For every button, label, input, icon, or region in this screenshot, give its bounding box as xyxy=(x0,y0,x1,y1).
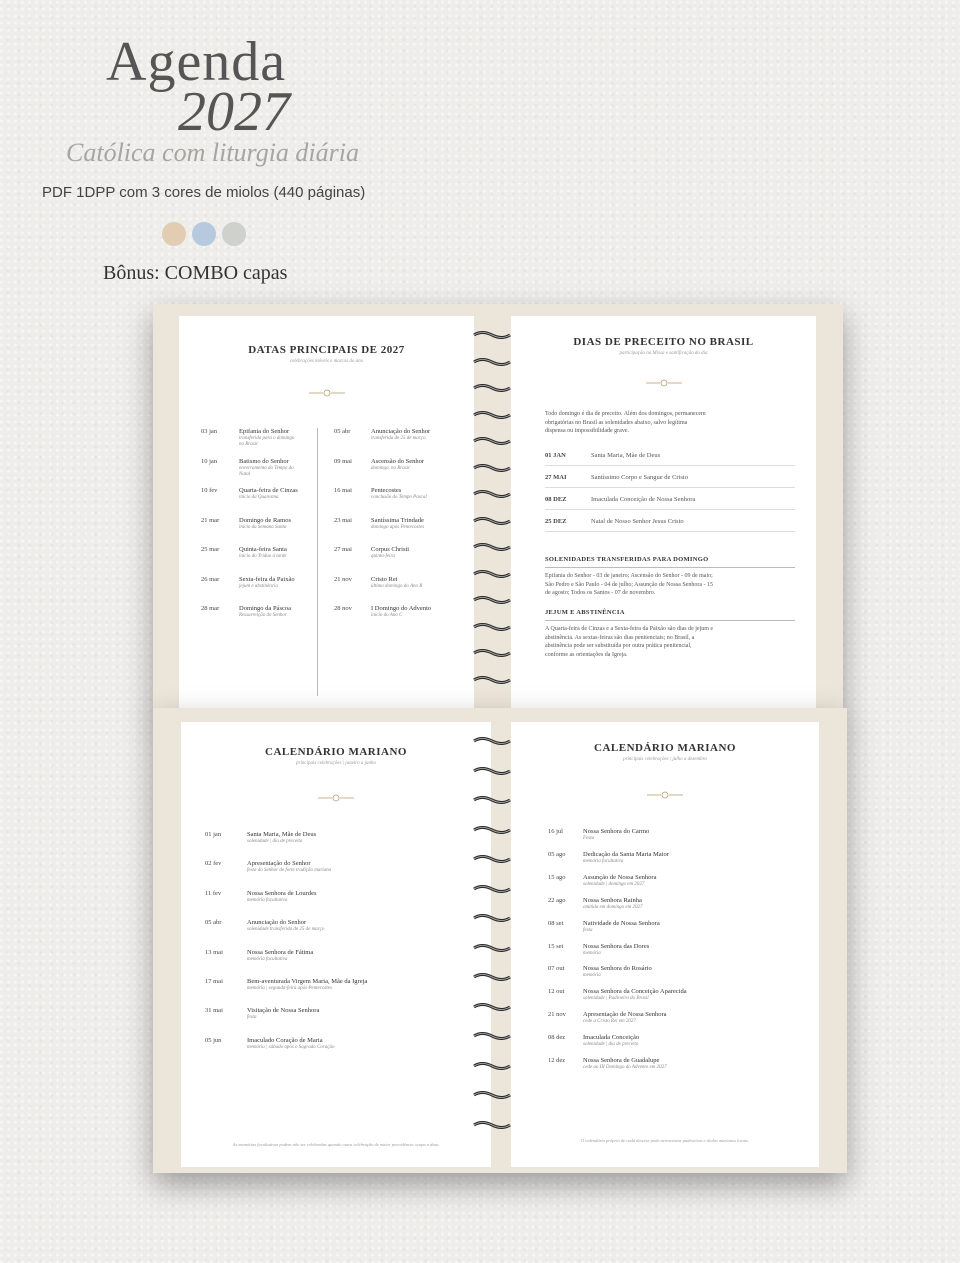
spiral-coil-icon xyxy=(470,1120,514,1130)
ornament-icon xyxy=(316,793,356,803)
event-name: Nossa Senhora das Dores xyxy=(583,942,650,950)
spiral-coil-icon xyxy=(470,489,514,499)
date: 22 ago xyxy=(548,896,566,904)
spiral-coil-icon xyxy=(470,622,514,632)
date: 25 DEZ xyxy=(545,518,567,525)
event-note: no Brasil xyxy=(239,442,258,447)
spiral-coil-icon xyxy=(470,648,514,658)
spiral-coil-icon xyxy=(470,463,514,473)
date: 07 out xyxy=(548,965,565,973)
date: 15 ago xyxy=(548,873,566,881)
page-title: CALENDÁRIO MARIANO xyxy=(594,742,736,754)
spiral-coil-icon xyxy=(470,1002,514,1012)
color-dot-blue[interactable] xyxy=(192,222,216,246)
event-note: Natal xyxy=(239,471,251,477)
spiral-coil-icon xyxy=(470,825,514,835)
event-name: Ascensão do Senhor xyxy=(371,457,425,465)
transferidas-text: Epifania do Senhor - 03 de janeiro; Ascensão do Senhor - 09 de maio; São Pedro e São Paulo - 04 de julho; Assunção de Nossa Senhora - 15 de agosto; Todos os Santos - 07 de novembro. xyxy=(545,573,713,597)
spiral-coil-icon xyxy=(470,884,514,894)
hero-header xyxy=(0,0,960,300)
event-name: Batismo do Senhor xyxy=(239,457,289,465)
event-name: Sexta-feira da Paixão xyxy=(239,575,295,583)
event-note: conclusão do Tempo Pascal xyxy=(371,495,427,500)
spiral-coil-icon xyxy=(470,675,514,685)
date: 01 JAN xyxy=(545,452,566,459)
event-name: Epifania do Senhor xyxy=(239,428,290,435)
date: 31 mai xyxy=(205,1007,223,1015)
date: 27 mai xyxy=(334,546,352,553)
event-name: Imaculada Conceição xyxy=(583,1034,640,1042)
event-note: memória | segunda-feira após Pentecostes xyxy=(247,986,332,991)
event-note: memória | sábado após o Sagrado Coração xyxy=(247,1044,335,1050)
event-name: Imaculado Coração de Maria xyxy=(247,1036,323,1044)
date: 16 jul xyxy=(548,828,563,835)
event-note: solenidade transferida de 25 de março xyxy=(247,927,325,933)
event-name: Assunção de Nossa Senhora xyxy=(583,873,657,881)
page-mariano-2 xyxy=(511,722,819,1167)
color-dot-gray[interactable] xyxy=(222,222,246,246)
event-note: festa xyxy=(247,1015,257,1021)
spiral-coil-icon xyxy=(470,972,514,982)
date: 08 DEZ xyxy=(545,496,567,503)
spiral-coil-icon xyxy=(470,383,514,393)
event-name: Domingo da Páscoa xyxy=(239,605,291,612)
event-name: I Domingo do Advento xyxy=(371,605,432,612)
bottom-spread xyxy=(153,708,847,1173)
hero-title-word: Agenda xyxy=(106,31,287,93)
event-name: Santa Maria, Mãe de Deus xyxy=(591,452,661,459)
spiral-coil-icon xyxy=(470,436,514,446)
event-name: Corpus Christi xyxy=(371,546,410,553)
date: 10 jan xyxy=(201,457,218,465)
event-name: Anunciação do Senhor xyxy=(371,428,431,435)
page-subtitle: principais celebrações | janeiro a junho xyxy=(296,761,376,766)
section-heading-transferidas: SOLENIDADES TRANSFERIDAS PARA DOMINGO xyxy=(545,556,709,563)
date: 02 fev xyxy=(205,860,222,868)
date: 28 mar xyxy=(201,605,220,612)
event-note: jejum e abstinência xyxy=(239,583,278,589)
event-name: Nossa Senhora do Rosário xyxy=(583,965,652,973)
event-name: Santíssima Trindade xyxy=(371,516,424,524)
event-note: memória xyxy=(583,950,601,956)
event-name: Anunciação do Senhor xyxy=(247,919,307,927)
date: 23 mai xyxy=(334,516,352,524)
date: 21 nov xyxy=(334,575,352,583)
event-note: encerramento do Tempo do xyxy=(239,465,294,471)
event-name: Pentecostes xyxy=(371,487,402,494)
page-mariano-1 xyxy=(181,722,491,1167)
event-note: início do Tríduo à tarde xyxy=(239,554,287,559)
event-name: Domingo de Ramos xyxy=(239,516,291,524)
event-note: início do Ano C xyxy=(371,613,403,618)
event-name: Cristo Rei xyxy=(371,575,398,583)
preceito-intro: Todo domingo é dia de preceito. Além dos domingos, permanecem obrigatórias no Brasil as solenidades abaixo, salvo legítima dispensa ou impossibilidade grave. xyxy=(545,411,706,435)
date: 05 jun xyxy=(205,1036,222,1044)
date: 05 abr xyxy=(334,428,351,435)
footnote: As memórias facultativas podem não ser celebradas quando outra celebração de maior precedência ocupa a data. xyxy=(232,1142,440,1147)
event-name: Imaculada Conceição de Nossa Senhora xyxy=(591,496,696,503)
event-name: Santíssimo Corpo e Sangue de Cristo xyxy=(591,474,688,481)
date: 16 mai xyxy=(334,487,352,494)
event-name: Visitação de Nossa Senhora xyxy=(247,1007,320,1015)
event-name: Natal de Nosso Senhor Jesus Cristo xyxy=(591,518,684,525)
date: 12 dez xyxy=(548,1057,566,1064)
spiral-coil-icon xyxy=(470,595,514,605)
event-name: Quinta-feira Santa xyxy=(239,546,287,553)
spiral-coil-icon xyxy=(470,1090,514,1100)
event-note: início da Quaresma xyxy=(239,495,279,500)
date: 26 mar xyxy=(201,575,220,583)
event-note: solenidade | dia de preceito xyxy=(583,1042,639,1048)
spiral-coil-icon xyxy=(470,330,514,340)
date: 12 out xyxy=(548,988,565,996)
event-note: festa xyxy=(583,927,593,933)
date: 09 mai xyxy=(334,457,352,465)
hero-bonus: Bônus: COMBO capas xyxy=(103,262,288,284)
event-name: Nossa Senhora de Guadalupe xyxy=(583,1057,660,1064)
hero-pdf-info: PDF 1DPP com 3 cores de miolos (440 páginas) xyxy=(42,184,366,201)
event-note: cede ao III Domingo do Advento em 2027 xyxy=(583,1065,667,1070)
spiral-coil-icon xyxy=(470,1061,514,1071)
date: 08 dez xyxy=(548,1034,566,1042)
spiral-coil-icon xyxy=(470,1031,514,1041)
event-name: Nossa Senhora do Carmo xyxy=(583,828,650,835)
spiral-coil-icon xyxy=(470,766,514,776)
spiral-coil-icon xyxy=(470,410,514,420)
event-name: Apresentação do Senhor xyxy=(247,860,311,868)
spiral-coil-icon xyxy=(470,569,514,579)
event-name: Nossa Senhora da Conceição Aparecida xyxy=(583,988,687,996)
page-title: DIAS DE PRECEITO NO BRASIL xyxy=(573,336,754,348)
spiral-coil-icon xyxy=(470,913,514,923)
event-name: Nossa Senhora de Lourdes xyxy=(247,889,317,897)
event-note: memória facultativa xyxy=(583,858,624,864)
event-name: Dedicação da Santa Maria Maior xyxy=(583,850,669,858)
spiral-coil-icon xyxy=(470,516,514,526)
spiral-coil-icon xyxy=(470,357,514,367)
hero-title-year: 2027 xyxy=(178,81,290,143)
event-note: cede a Cristo Rei em 2027 xyxy=(583,1019,636,1025)
spiral-coil-icon xyxy=(470,854,514,864)
event-note: solenidade | domingo em 2027 xyxy=(583,881,645,887)
divider xyxy=(545,487,795,488)
divider xyxy=(545,465,795,466)
event-note: memória facultativa xyxy=(247,897,288,903)
event-name: Quarta-feira de Cinzas xyxy=(239,487,298,494)
divider xyxy=(545,567,795,568)
event-note: festa do Senhor de forte tradição mariana xyxy=(247,868,332,874)
date: 10 fev xyxy=(201,487,218,494)
page-title: DATAS PRINCIPAIS DE 2027 xyxy=(248,344,405,356)
column-divider xyxy=(317,428,318,696)
divider xyxy=(545,509,795,510)
ornament-icon xyxy=(645,790,685,800)
page-subtitle: celebrações móveis e marcos do ano xyxy=(289,359,364,364)
event-name: Bem-aventurada Virgem Maria, Mãe da Igreja xyxy=(247,978,368,985)
footnote: O calendário próprio de cada diocese pode acrescentar padroeiras e títulos marianos locais. xyxy=(580,1138,750,1143)
event-note: transferida para o domingo xyxy=(239,436,295,441)
date: 03 jan xyxy=(201,428,218,435)
event-note: início da Semana Santa xyxy=(239,524,287,530)
event-note: memória facultativa xyxy=(247,956,288,962)
divider xyxy=(545,620,795,621)
event-name: Santa Maria, Mãe de Deus xyxy=(247,831,317,838)
spiral-coil-icon xyxy=(470,795,514,805)
spiral-coil-icon xyxy=(470,542,514,552)
date: 05 abr xyxy=(205,919,222,927)
jejum-text: A Quarta-feira de Cinzas e a Sexta-feira da Paixão são dias de jejum e abstinência. As sextas-feiras são dias penitenciais; no Brasil, a abstinência pode ser substituída por outra prática penitencial, conforme as orientações da Igreja. xyxy=(545,626,714,659)
event-note: memória xyxy=(583,973,601,979)
hero-subtitle: Católica com liturgia diária xyxy=(66,138,359,167)
page-title: CALENDÁRIO MARIANO xyxy=(265,746,407,758)
section-heading-jejum: JEJUM E ABSTINÊNCIA xyxy=(545,609,625,616)
ornament-icon xyxy=(644,378,684,388)
event-note: omitida em domingo em 2027 xyxy=(583,904,643,910)
date: 25 mar xyxy=(201,546,220,553)
date: 17 mai xyxy=(205,978,223,985)
event-note: domingo, no Brasil xyxy=(371,465,410,471)
date: 28 nov xyxy=(334,605,352,612)
date: 01 jan xyxy=(205,831,222,838)
spiral-coil-icon xyxy=(470,943,514,953)
date: 21 mar xyxy=(201,516,220,524)
page-subtitle: principais celebrações | julho a dezembro xyxy=(623,757,707,762)
date: 15 set xyxy=(548,942,564,950)
event-note: Festa xyxy=(583,836,595,841)
divider xyxy=(545,531,795,532)
date: 05 ago xyxy=(548,850,566,858)
date: 27 MAI xyxy=(545,474,567,481)
spiral-coil-icon xyxy=(470,736,514,746)
date: 11 fev xyxy=(205,889,222,897)
event-note: quinta-feira xyxy=(371,554,395,559)
page-dias-preceito xyxy=(511,316,816,711)
ornament-icon xyxy=(307,388,347,398)
event-note: transferida de 25 de março xyxy=(371,436,426,441)
event-note: solenidade | Padroeira do Brasil xyxy=(583,996,649,1002)
event-note: solenidade | dia de preceito xyxy=(247,839,303,844)
event-note: último domingo do Ano B xyxy=(371,583,423,589)
event-note: domingo após Pentecostes xyxy=(371,524,425,530)
event-name: Apresentação de Nossa Senhora xyxy=(583,1011,667,1019)
event-note: Ressurreição do Senhor xyxy=(239,613,287,618)
color-dot-beige[interactable] xyxy=(162,222,186,246)
date: 13 mai xyxy=(205,948,223,956)
date: 08 set xyxy=(548,919,564,927)
event-name: Nossa Senhora de Fátima xyxy=(247,948,314,956)
page-datas-principais xyxy=(179,316,474,711)
event-name: Nossa Senhora Rainha xyxy=(583,896,642,904)
date: 21 nov xyxy=(548,1011,566,1019)
page-subtitle: participação na Missa e santificação do dia xyxy=(619,351,708,356)
color-options xyxy=(162,222,246,246)
event-name: Natividade de Nossa Senhora xyxy=(583,919,660,927)
